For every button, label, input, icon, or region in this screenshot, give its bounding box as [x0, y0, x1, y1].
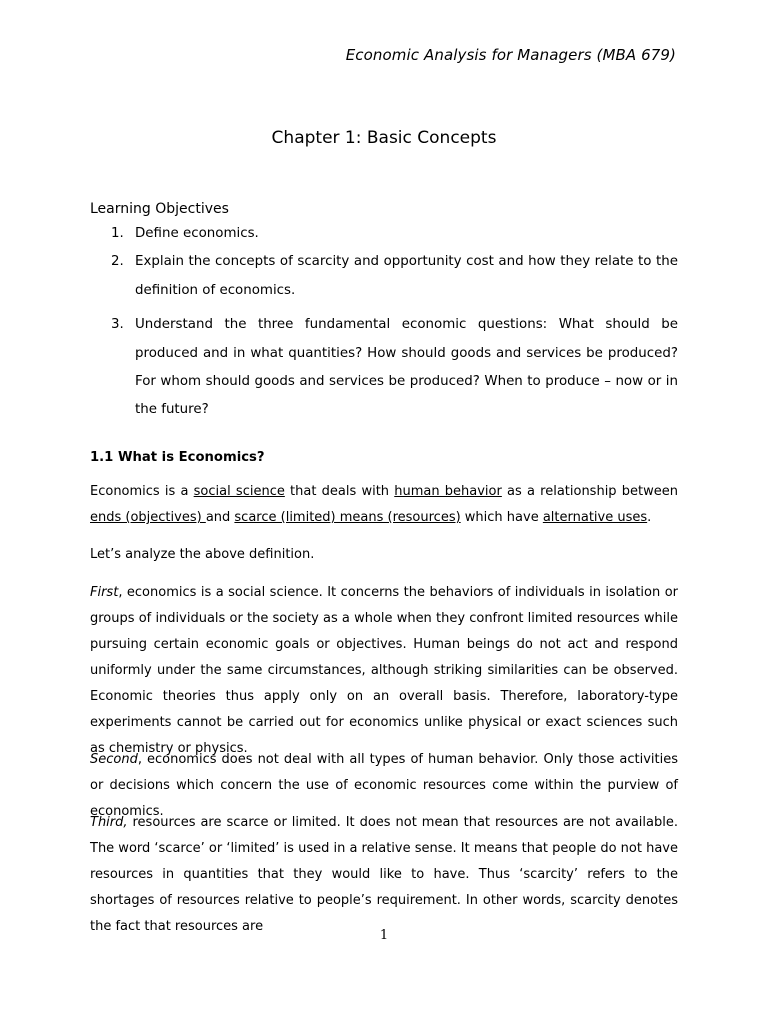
running-header: Economic Analysis for Managers (MBA 679) — [345, 46, 676, 64]
list-item — [90, 248, 678, 305]
definition-text: Economics is a — [90, 484, 194, 499]
list-item — [90, 311, 678, 425]
definition-text: which have — [460, 510, 543, 525]
list-item-number: 2. — [111, 254, 124, 270]
paragraph-lead: Second — [90, 752, 138, 767]
section-heading: 1.1 What is Economics? — [90, 450, 265, 465]
definition-text: . — [647, 510, 652, 525]
analyze-paragraph — [90, 542, 678, 568]
paragraph-lead: Third, — [90, 815, 128, 830]
definition-text: and — [205, 510, 235, 525]
paragraph-text: resources are scarce or limited. It does not mean that resources are not available. The word ‘scarce’ or ‘limited’ is used in a relative sense. It means that people do not have resources in quantities that they would like to have. Thus ‘scarcity’ refers to the shortages of resources relative to people’s requirement. In other words, scarcity denotes the fact that resources are — [90, 815, 678, 934]
page-number: 1 — [379, 928, 389, 943]
learning-objectives-heading: Learning Objectives — [90, 201, 229, 217]
underlined-term: alternative uses — [542, 510, 648, 525]
paragraph-text: , economics is a social science. It concerns the behaviors of individuals in isolation or groups of individuals or the society as a whole when they confront limited resources while pursuing certain economic goals or objectives. Human beings do not act and respond uniformly under the same circumstances, although striking similarities can be observed. Economic theories thus apply only on an overall basis. Therefore, laboratory-type experiments cannot be carried out for economics unlike physical or exact sciences such as chemistry or physics. — [90, 585, 678, 756]
list-item-number: 3. — [111, 317, 124, 333]
underlined-term: scarce (limited) means (resources) — [234, 510, 461, 525]
underlined-term: social science — [193, 484, 285, 499]
list-item-number: 1. — [111, 226, 124, 241]
third-point-paragraph — [90, 810, 678, 940]
definition-text: as a relationship between — [501, 484, 678, 499]
paragraph-text: , economics does not deal with all types of human behavior. Only those activities or decisions which concern the use of economic resources come within the purview of economics. — [90, 752, 678, 819]
underlined-term: human behavior — [394, 484, 502, 499]
list-item-text: Explain the concepts of scarcity and opportunity cost and how they relate to the definition of economics. — [135, 254, 678, 298]
definition-text: that deals with — [284, 484, 395, 499]
list-item-text: Define economics. — [135, 226, 259, 241]
chapter-title: Chapter 1: Basic Concepts — [271, 128, 497, 148]
paragraph-text: Let’s analyze the above definition. — [90, 547, 315, 562]
list-item — [90, 220, 678, 248]
definition-paragraph — [90, 479, 678, 531]
underlined-term: ends (objectives) — [90, 510, 206, 525]
first-point-paragraph — [90, 580, 678, 762]
list-item-text: Understand the three fundamental economic questions: What should be produced and in what quantities? How should goods and services be produced? For whom should goods and services be produced? When to produce – now or in the future? — [135, 317, 678, 418]
paragraph-lead: First — [90, 585, 119, 600]
learning-objectives-list — [90, 220, 678, 425]
